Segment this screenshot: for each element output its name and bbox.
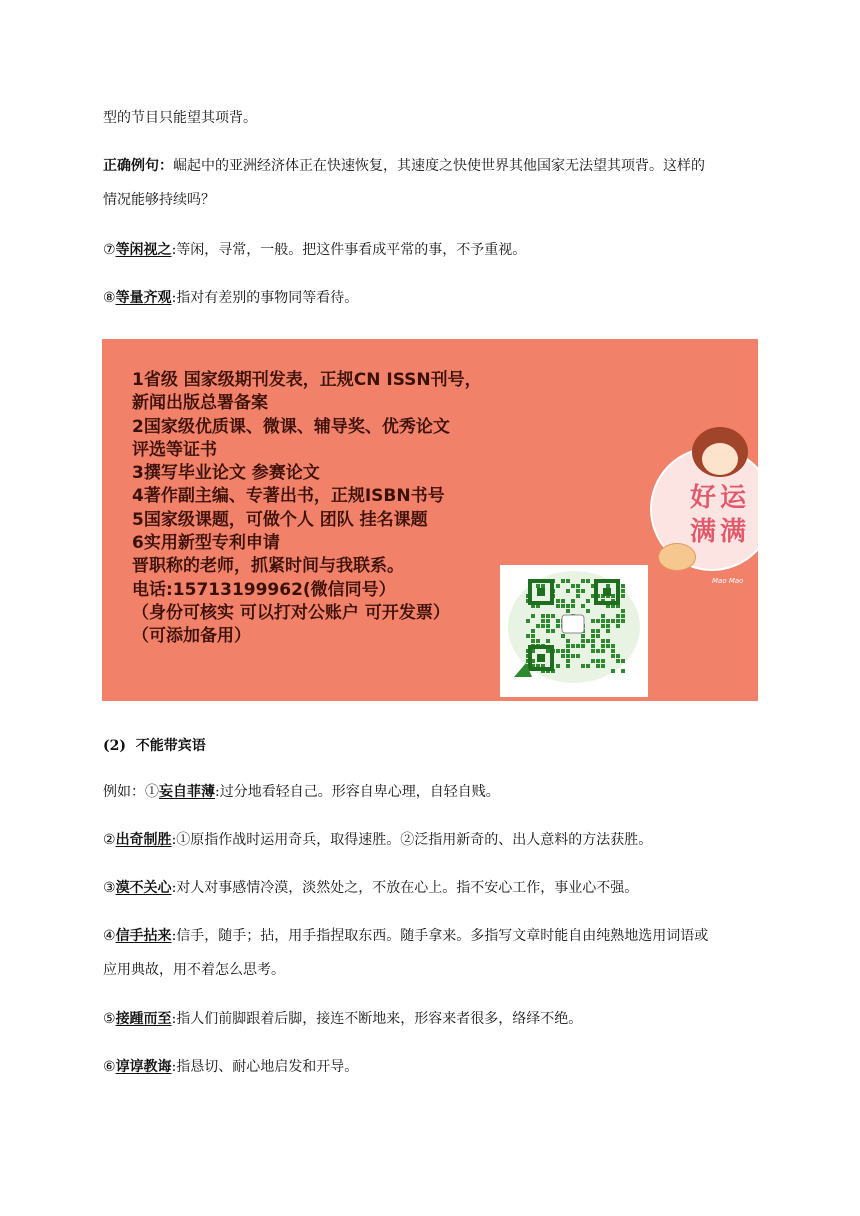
idiom-item-1 [103, 781, 763, 803]
ad-line: （身份可核实 可以打对公账户 可开发票） [132, 602, 450, 623]
example-paragraph [103, 155, 763, 177]
idiom-term: 等闲视之 [115, 242, 172, 258]
ad-line: （可添加备用） [132, 626, 251, 647]
example-text: 崛起中的亚洲经济体正在快速恢复，其速度之快使世界其他国家无法望其项背。这样的 [173, 158, 705, 174]
idiom-definition: :过分地看轻自己。形容自卑心理，自轻自贱。 [215, 784, 500, 800]
idiom-term: 接踵而至 [115, 1011, 172, 1027]
paragraph-continuation: 型的节目只能望其项背。 [103, 110, 257, 126]
idiom-item-6 [103, 1056, 763, 1078]
idiom-item-4-cont: 应用典故，用不着怎么思考。 [103, 962, 285, 978]
ad-line: 5国家级课题，可做个人 团队 挂名课题 [132, 509, 428, 530]
idiom-definition: :①原指作战时运用奇兵，取得速胜。②泛指用新奇的、出人意料的方法获胜。 [171, 832, 653, 848]
ad-line: 电话:15713199962(微信同号） [132, 579, 396, 600]
ad-line: 6实用新型专利申请 [132, 533, 280, 554]
item-number: ① [145, 784, 159, 800]
idiom-definition: :指恳切、耐心地启发和开导。 [171, 1059, 359, 1075]
idiom-term: 漠不关心 [115, 880, 172, 896]
idiom-term: 信手拈来 [115, 928, 172, 944]
ad-line: 3撰写毕业论文 参赛论文 [132, 463, 320, 484]
hamster-icon [658, 543, 696, 571]
idiom-definition: :指对有差别的事物同等看待。 [171, 290, 359, 306]
mascot-caption: Mao Mao [712, 577, 744, 585]
ad-text-block [132, 369, 482, 649]
bubble-text: 好运满满 [689, 483, 750, 547]
item-number: ⑥ [103, 1059, 116, 1075]
example-label: 正确例句： [103, 158, 173, 174]
example-paragraph-cont: 情况能够持续吗？ [103, 192, 215, 208]
idiom-term: 出奇制胜 [115, 832, 172, 848]
ad-line: 2国家级优质课、微课、辅导奖、优秀论文 [132, 416, 450, 437]
ad-line: 新闻出版总署备案 [132, 393, 268, 414]
item-number: ⑧ [103, 290, 116, 306]
ad-line: 评选等证书 [132, 439, 217, 460]
qr-code-icon [500, 565, 648, 697]
idiom-term: 等量齐观 [115, 290, 172, 306]
item-number: ⑦ [103, 242, 116, 258]
idiom-definition: :指人们前脚跟着后脚，接连不断地来，形容来者很多，络绎不绝。 [171, 1011, 583, 1027]
advertisement-banner [102, 339, 758, 701]
wechat-qr-code [500, 565, 648, 697]
section-heading [103, 735, 763, 757]
intro-label: 例如： [103, 784, 145, 800]
idiom-term: 谆谆教诲 [115, 1059, 172, 1075]
item-number: ④ [103, 928, 116, 944]
mascot-face-icon [702, 443, 738, 475]
item-number: ③ [103, 880, 116, 896]
idiom-definition: :等闲，寻常，一般。把这件事看成平常的事，不予重视。 [171, 242, 527, 258]
section-number: (2) [103, 738, 126, 754]
idiom-item-8 [103, 287, 763, 309]
section-title: 不能带宾语 [135, 738, 206, 754]
idiom-item-3 [103, 877, 763, 899]
ad-line: 4著作副主编、专著出书，正规ISBN书号 [132, 486, 445, 507]
idiom-definition: :信手，随手；拈，用手指捏取东西。随手拿来。多指写文章时能自由纯熟地选用词语或 [171, 928, 709, 944]
idiom-item-4 [103, 925, 763, 947]
item-number: ⑤ [103, 1011, 116, 1027]
idiom-item-5 [103, 1008, 763, 1030]
idiom-item-2 [103, 829, 763, 851]
item-number: ② [103, 832, 116, 848]
idiom-term: 妄自菲薄 [159, 784, 215, 800]
idiom-definition: :对人对事感情冷漠，淡然处之，不放在心上。指不安心工作，事业心不强。 [171, 880, 639, 896]
idiom-item-7 [103, 239, 763, 261]
ad-line: 晋职称的老师，抓紧时间与我联系。 [132, 556, 404, 577]
ad-line: 1省级 国家级期刊发表，正规CN ISSN刊号， [132, 370, 482, 390]
